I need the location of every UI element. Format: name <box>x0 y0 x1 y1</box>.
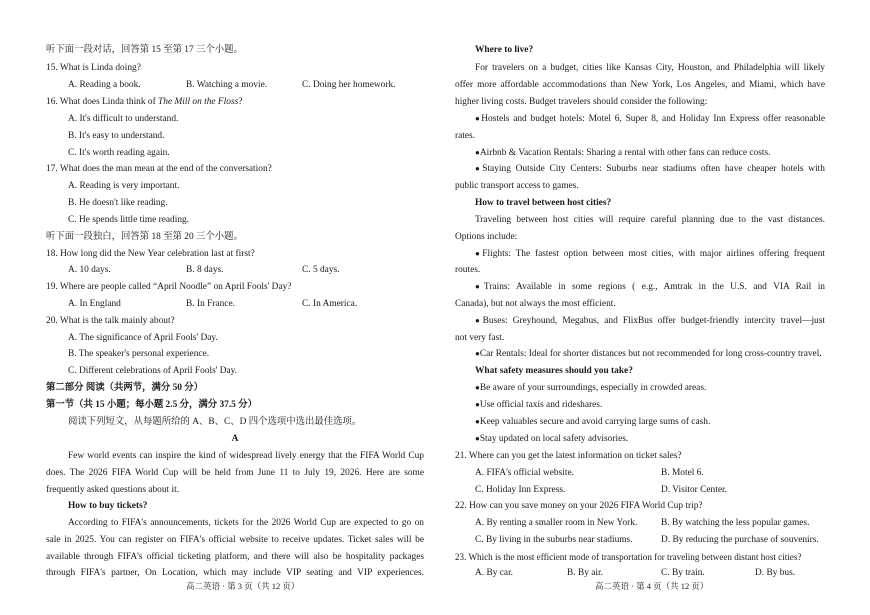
bullet-flights-text: Flights: The fastest option between most cities, with major airlines offering frequent <box>482 249 825 259</box>
travel-p1-line2: Options include: <box>455 232 518 242</box>
q16-stem-end: ? <box>238 97 243 107</box>
passage-p1-line3: frequently asked questions about it. <box>46 485 180 495</box>
q19-options <box>46 297 424 311</box>
q20-option-b: B. The speaker's personal experience. <box>68 349 210 359</box>
bullet-icon: ● <box>475 417 480 426</box>
bullet-outside-centers <box>475 162 825 176</box>
passage-p1-line2: does. The 2026 FIFA World Cup will be held from June 11 to July 19, 2026. Here are some <box>46 468 424 478</box>
section1-heading: 第一节（共 15 小题；每小题 2.5 分，满分 37.5 分） <box>46 400 257 410</box>
q22-options-row1 <box>455 516 825 530</box>
monologue-intro: 听下面一段独白，回答第 18 至第 20 三个小题。 <box>46 232 243 242</box>
bullet-official-taxis-text: Use official taxis and rideshares. <box>479 400 603 410</box>
passage-letter: A <box>231 434 239 444</box>
q15-options <box>46 78 424 92</box>
bullet-valuables-text: Keep valuables secure and avoid carrying large sums of cash. <box>479 417 711 427</box>
q16-stem <box>46 95 242 109</box>
live-p1-line3: higher living costs. Budget travelers should consider the following: <box>455 97 708 107</box>
q16-option-a: A. It's difficult to understand. <box>68 114 179 124</box>
q21-options-row1 <box>455 466 825 480</box>
q19-option-b: B. In France. <box>186 299 235 309</box>
q16-book-title: The Mill on the Floss <box>158 97 239 107</box>
passage-p2-line1: According to FIFA's announcements, tickets for the 2026 World Cup are expected to go on <box>68 518 424 528</box>
passage-p1-line1: Few world events can inspire the kind of widespread lively energy that the FIFA World Cup <box>68 451 424 461</box>
bullet-icon: ● <box>475 282 484 291</box>
q19-option-c: C. In America. <box>302 299 358 309</box>
bullet-buses-cont: not very fast. <box>455 333 505 343</box>
bullet-icon: ● <box>475 400 480 409</box>
passage-p2-line3: available through FIFA's official ticketing platform, and there will also be hospitality packages <box>46 552 424 562</box>
q23-options <box>455 566 825 580</box>
q22-option-a: A. By renting a smaller room in New York. <box>475 518 638 528</box>
q17-option-a: A. Reading is very important. <box>68 181 180 191</box>
heading-buy-tickets: How to buy tickets? <box>68 501 148 511</box>
dialog-intro: 听下面一段对话，回答第 15 至第 17 三个小题。 <box>46 45 243 55</box>
travel-p1-line1: Traveling between host cities will require careful planning due to the vast distances. <box>475 215 825 225</box>
bullet-icon: ● <box>475 383 480 392</box>
left-page-footer: 高二英语 · 第 3 页（共 12 页） <box>186 581 300 591</box>
q21-option-d: D. Visitor Center. <box>661 485 727 495</box>
q23-option-d: D. By bus. <box>755 568 796 578</box>
bullet-icon: ● <box>475 164 483 173</box>
q19-option-a: A. In England <box>68 299 121 309</box>
q18-options <box>46 263 424 277</box>
q16-option-b: B. It's easy to understand. <box>68 131 165 141</box>
bullet-hostels-cont: rates. <box>455 131 476 141</box>
q19-stem: 19. Where are people called “April Noodle” on April Fools' Day? <box>46 282 292 292</box>
bullet-flights-cont: routes. <box>455 265 481 275</box>
q21-option-c: C. Holiday Inn Express. <box>475 485 566 495</box>
q23-option-a: A. By car. <box>475 568 514 578</box>
q21-option-b: B. Motel 6. <box>661 468 704 478</box>
q20-option-c: C. Different celebrations of April Fools' Day. <box>68 366 238 376</box>
live-p1-line2: offer more affordable accommodations than New York, Los Angeles, and Miami, which have <box>455 80 825 90</box>
bullet-advisories-text: Stay updated on local safety advisories. <box>479 434 629 444</box>
bullet-buses-text: Buses: Greyhound, Megabus, and FlixBus offer budget-friendly intercity travel—just <box>482 316 825 326</box>
bullet-car-rentals <box>475 347 822 361</box>
right-page <box>455 0 825 615</box>
bullet-official-taxis <box>475 398 602 412</box>
q18-option-b: B. 8 days. <box>186 265 224 275</box>
q23-option-b: B. By air. <box>567 568 603 578</box>
q17-option-c: C. He spends little time reading. <box>68 215 190 225</box>
bullet-trains-text: Trains: Available in some regions ( e.g., Amtrak in the U.S. and VIA Rail in <box>483 282 825 292</box>
bullet-flights <box>475 247 825 261</box>
bullet-valuables <box>475 415 710 429</box>
bullet-icon: ● <box>475 349 480 358</box>
live-p1-line1: For travelers on a budget, cities like Kansas City, Houston, and Philadelphia will likely <box>475 63 825 73</box>
heading-travel: How to travel between host cities? <box>475 198 612 208</box>
bullet-icon: ● <box>475 114 482 123</box>
bullet-advisories <box>475 432 628 446</box>
q22-stem: 22. How can you save money on your 2026 FIFA World Cup trip? <box>455 501 703 511</box>
q23-option-c: C. By train. <box>661 568 705 578</box>
bullet-outside-centers-text: Staying Outside City Centers: Suburbs near stadiums often have cheaper hotels with <box>482 164 825 174</box>
right-page-footer: 高二英语 · 第 4 页（共 12 页） <box>595 581 709 591</box>
q18-stem: 18. How long did the New Year celebration last at first? <box>46 249 255 259</box>
left-page <box>46 0 424 615</box>
heading-where-to-live: Where to live? <box>475 45 534 55</box>
q20-option-a: A. The significance of April Fools' Day. <box>68 333 218 343</box>
reading-instruction: 阅读下列短文，从每题所给的 A、B、C、D 四个选项中选出最佳选项。 <box>68 417 362 427</box>
bullet-airbnb <box>475 146 770 160</box>
bullet-icon: ● <box>475 249 483 258</box>
bullet-trains <box>475 280 825 294</box>
q15-option-b: B. Watching a movie. <box>186 80 268 90</box>
bullet-surroundings-text: Be aware of your surroundings, especially in crowded areas. <box>479 383 707 393</box>
bullet-airbnb-text: Airbnb & Vacation Rentals: Sharing a rental with other fans can reduce costs. <box>479 148 771 158</box>
q22-options-row2 <box>455 533 825 547</box>
bullet-surroundings <box>475 381 706 395</box>
q15-stem: 15. What is Linda doing? <box>46 63 141 73</box>
q17-stem: 17. What does the man mean at the end of the conversation? <box>46 164 272 174</box>
q21-option-a: A. FIFA's official website. <box>475 468 574 478</box>
bullet-trains-cont: Canada), but not always the most efficient. <box>455 299 616 309</box>
heading-safety: What safety measures should you take? <box>475 366 633 376</box>
passage-p2-line4: through FIFA's partner, On Location, which may include VIP seating and VIP experiences. <box>46 568 424 578</box>
q18-option-a: A. 10 days. <box>68 265 111 275</box>
bullet-icon: ● <box>475 148 480 157</box>
q23-stem: 23. Which is the most efficient mode of transportation for traveling between distant host cities? <box>455 552 802 562</box>
bullet-hostels-text: Hostels and budget hotels: Motel 6, Super 8, and Holiday Inn Express offer reasonable <box>481 114 825 124</box>
q22-option-c: C. By living in the suburbs near stadiums. <box>475 535 633 545</box>
bullet-icon: ● <box>475 316 483 325</box>
q21-options-row2 <box>455 483 825 497</box>
bullet-car-rentals-text: Car Rentals: Ideal for shorter distances but not recommended for long cross-country travel. <box>479 349 822 359</box>
q16-option-c: C. It's worth reading again. <box>68 148 170 158</box>
q20-stem: 20. What is the talk mainly about? <box>46 316 175 326</box>
part2-heading: 第二部分 阅读（共两节，满分 50 分） <box>46 383 204 393</box>
passage-p2-line2: sale in 2025. You can register on FIFA's official website to receive updates. Ticket sales will be <box>46 535 424 545</box>
q16-stem-text: 16. What does Linda think of <box>46 97 159 107</box>
q22-option-b: B. By watching the less popular games. <box>661 518 810 528</box>
q22-option-d: D. By reducing the purchase of souvenirs. <box>661 535 819 545</box>
bullet-icon: ● <box>475 434 480 443</box>
q15-option-c: C. Doing her homework. <box>302 80 396 90</box>
bullet-buses <box>475 314 825 328</box>
bullet-outside-centers-cont: public transport access to games. <box>455 181 579 191</box>
q18-option-c: C. 5 days. <box>302 265 340 275</box>
q21-stem: 21. Where can you get the latest information on ticket sales? <box>455 451 682 461</box>
q17-option-b: B. He doesn't like reading. <box>68 198 168 208</box>
q15-option-a: A. Reading a book. <box>68 80 141 90</box>
bullet-hostels <box>475 112 825 126</box>
